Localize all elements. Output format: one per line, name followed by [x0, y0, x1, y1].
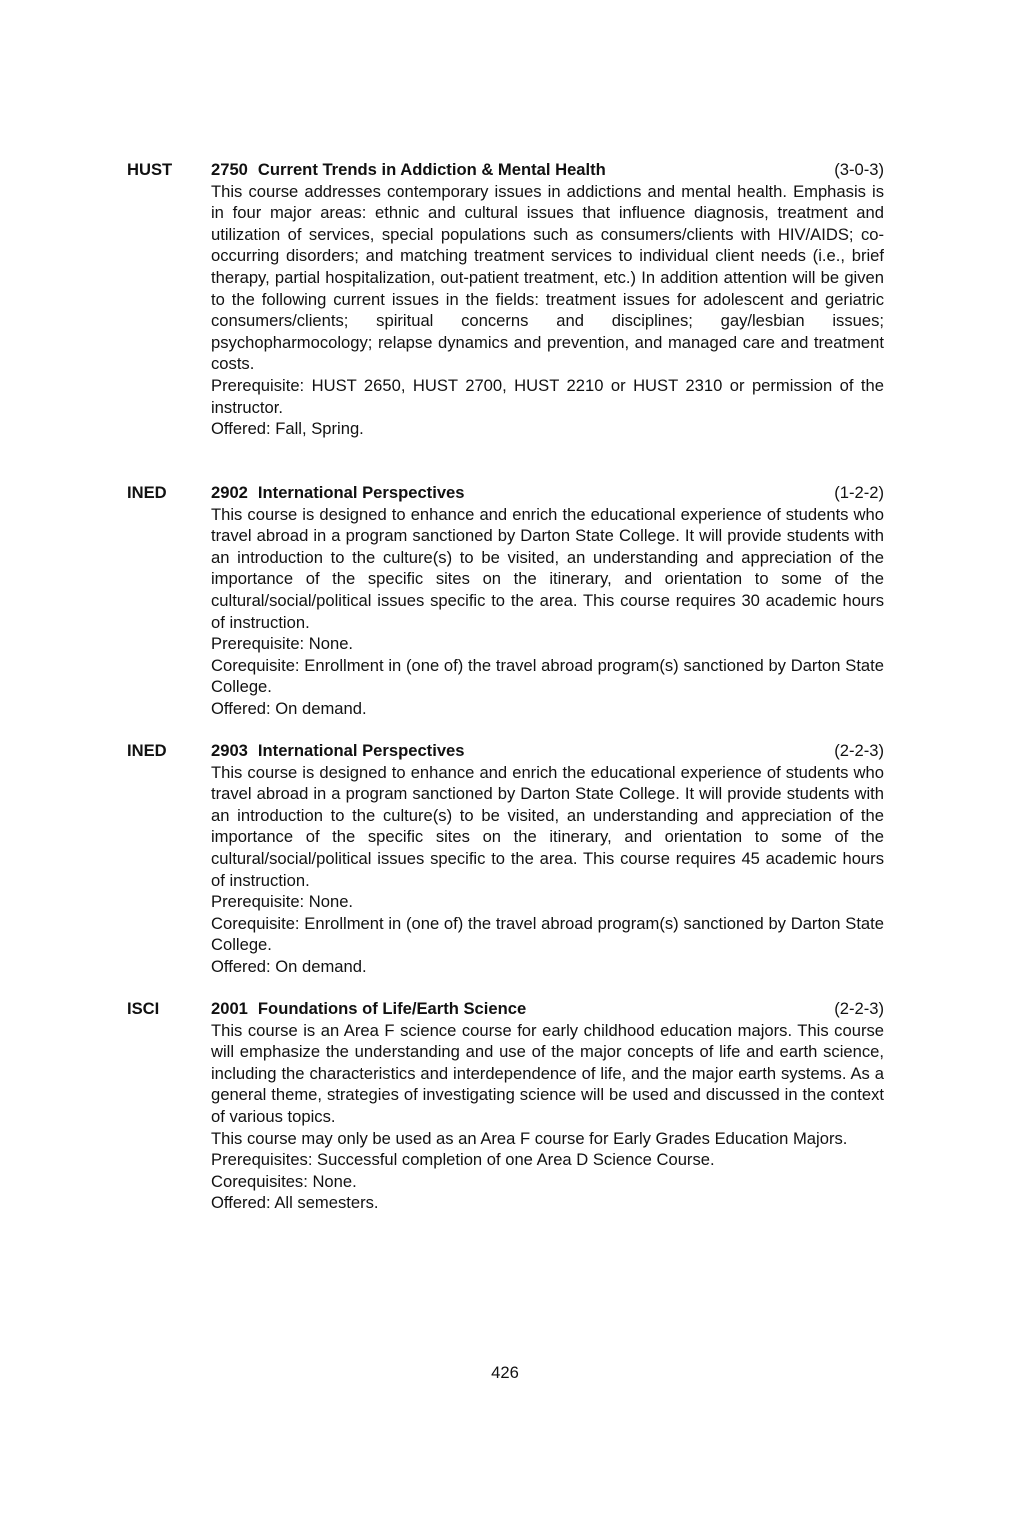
course-number-title	[211, 159, 606, 181]
course-number: 2750	[211, 160, 248, 179]
course-body	[211, 504, 884, 720]
course-prerequisite: Prerequisite: None.	[211, 634, 354, 654]
course-corequisite: Corequisite: Enrollment in (one of) the travel abroad program(s) sanctioned by Darton State College.	[211, 655, 884, 697]
course-entry-hust-2750	[127, 159, 884, 440]
course-number: 2902	[211, 483, 248, 502]
course-number: 2001	[211, 999, 248, 1018]
course-hours: (2-2-3)	[834, 999, 884, 1018]
course-subject: INED	[127, 483, 167, 502]
course-heading	[127, 482, 884, 504]
course-body	[211, 762, 884, 978]
course-offered: Offered: Fall, Spring.	[211, 419, 364, 439]
course-hours: (2-2-3)	[834, 741, 884, 760]
course-hours: (3-0-3)	[834, 160, 884, 179]
course-title: International Perspectives	[257, 741, 465, 760]
course-corequisite: Corequisite: Enrollment in (one of) the travel abroad program(s) sanctioned by Darton State College.	[211, 913, 884, 955]
course-number-title	[211, 740, 465, 762]
course-body	[211, 181, 884, 440]
course-hours: (1-2-2)	[834, 483, 884, 502]
course-corequisite: Corequisites: None.	[211, 1171, 357, 1191]
course-subject: ISCI	[127, 999, 160, 1018]
course-prerequisite: Prerequisite: None.	[211, 892, 354, 912]
course-heading	[127, 159, 884, 181]
course-description: This course is an Area F science course for early childhood education majors. This course will emphasize the understanding and use of the major concepts of life and earth science, including the characteristics and interdependence of life, and the major earth systems. As a general theme, strategies of investigating science will be used and discussed in the context of various topics.	[211, 1020, 884, 1126]
course-offered: Offered: On demand.	[211, 698, 367, 718]
course-entry-ined-2903	[127, 740, 884, 978]
course-offered: Offered: All semesters.	[211, 1193, 379, 1213]
course-subject: INED	[127, 741, 167, 760]
course-entry-isci-2001	[127, 998, 884, 1214]
course-title: International Perspectives	[257, 483, 465, 502]
course-prerequisite: Prerequisite: HUST 2650, HUST 2700, HUST 2210 or HUST 2310 or permission of the instructor.	[211, 375, 884, 417]
course-offered: Offered: On demand.	[211, 956, 367, 976]
course-description: This course is designed to enhance and enrich the educational experience of students who travel abroad in a program sanctioned by Darton State College. It will provide students with an introduction to the culture(s) to be visited, an understanding and appreciation of the importance of the specific sites on the itinerary, and orientation to some of the cultural/social/political issues specific to the area. This course requires 45 academic hours of instruction.	[211, 762, 884, 890]
course-number-title	[211, 998, 526, 1020]
course-title: Foundations of Life/Earth Science	[257, 999, 527, 1018]
course-subject: HUST	[127, 160, 173, 179]
course-title: Current Trends in Addiction & Mental Health	[257, 160, 606, 179]
course-prerequisite: Prerequisites: Successful completion of one Area D Science Course.	[211, 1150, 715, 1170]
course-heading	[127, 740, 884, 762]
course-number: 2903	[211, 741, 248, 760]
course-description: This course addresses contemporary issues in addictions and mental health. Emphasis is in four major areas: ethnic and cultural issues that influence diagnosis, treatment and utilization of services, special populations such as consumers/clients with HIV/AIDS; co-occurring disorders; and matching treatment services to individual client needs (i.e., brief therapy, partial hospitalization, out-patient treatment, etc.) In addition attention will be given to the following current issues in the fields: treatment issues for adolescent and geriatric consumers/clients; spiritual concerns and disciplines; gay/lesbian issues; psychopharmocology; relapse dynamics and prevention, and managed care and treatment costs.	[211, 181, 884, 374]
course-restriction: This course may only be used as an Area F course for Early Grades Education Majors.	[211, 1128, 848, 1148]
course-entry-ined-2902	[127, 482, 884, 720]
course-heading	[127, 998, 884, 1020]
course-number-title	[211, 482, 465, 504]
course-body	[211, 1020, 884, 1214]
course-description: This course is designed to enhance and enrich the educational experience of students who travel abroad in a program sanctioned by Darton State College. It will provide students with an introduction to the culture(s) to be visited, an understanding and appreciation of the importance of the specific sites on the itinerary, and orientation to some of the cultural/social/political issues specific to the area. This course requires 30 academic hours of instruction.	[211, 504, 884, 632]
page-number: 426	[491, 1363, 519, 1382]
